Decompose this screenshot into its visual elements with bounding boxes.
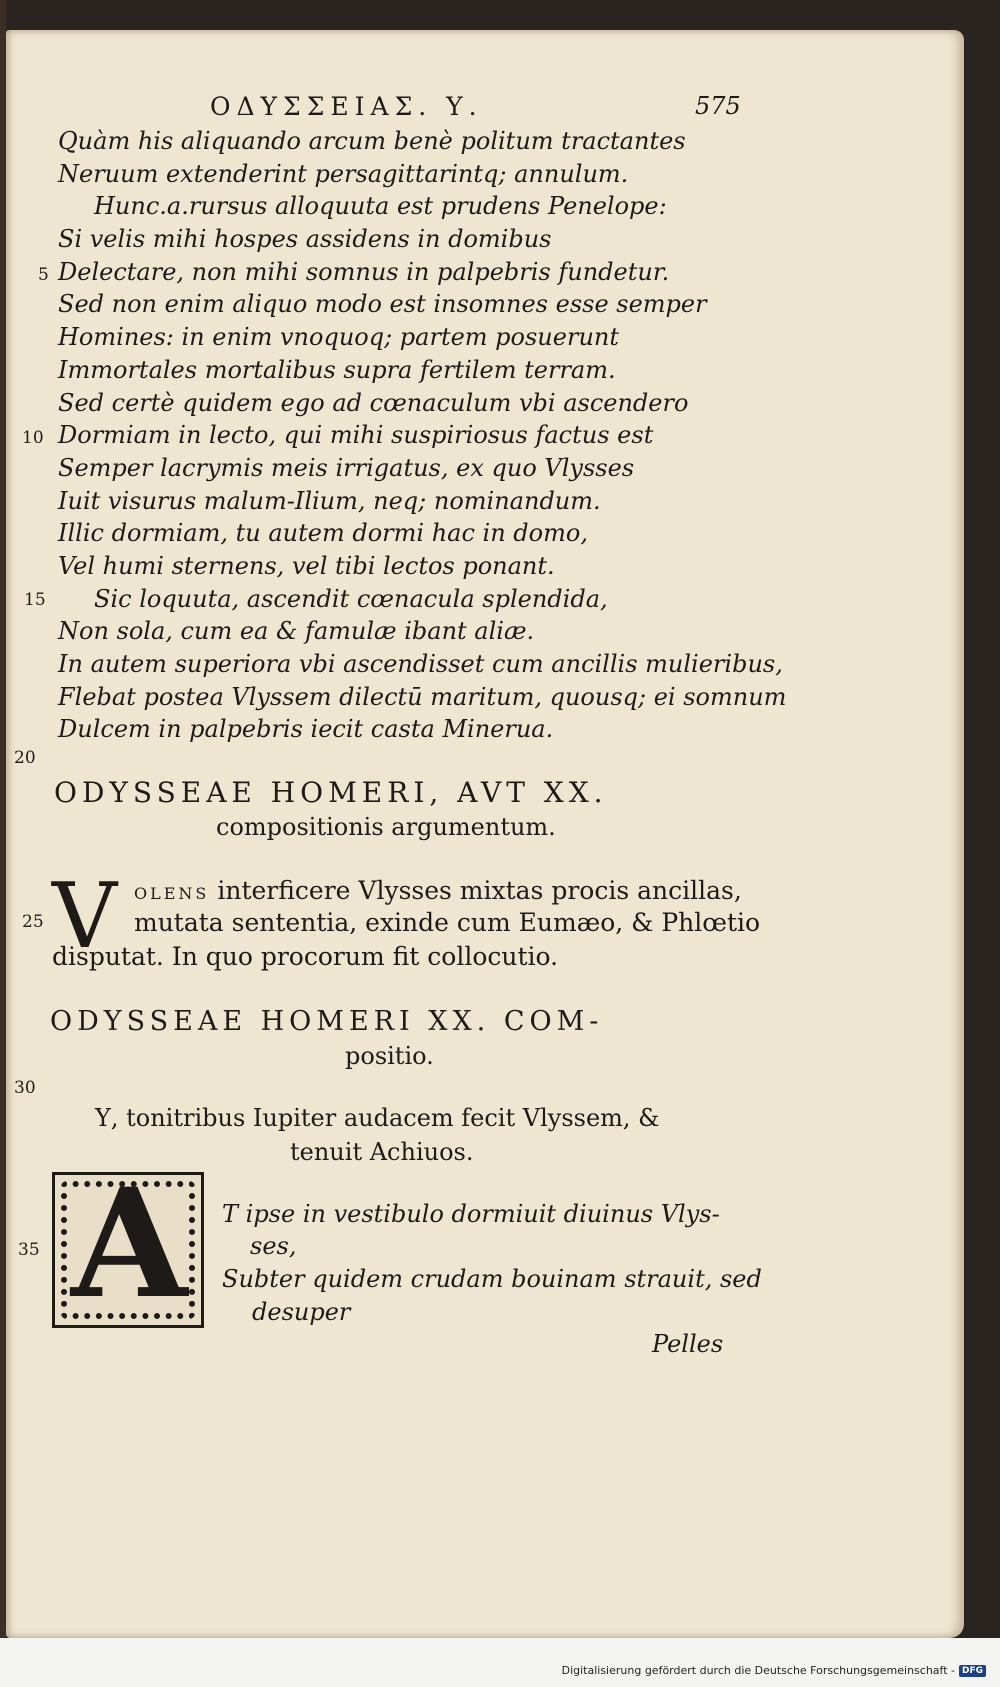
poem-line-1: T ipse in vestibulo dormiuit diuinus Vlys- [222, 1200, 720, 1228]
verse-line: Flebat postea Vlyssem dilectū maritum, quousq; ei somnum [58, 682, 787, 711]
line-number: 25 [22, 912, 44, 932]
footer-text: Digitalisierung gefördert durch die Deutsche Forschungsgemeinschaft - [561, 1664, 955, 1677]
composition-subheading: positio. [345, 1042, 434, 1070]
line-number: 20 [14, 748, 36, 768]
verse-line: Quàm his aliquando arcum benè politum tractantes [58, 127, 686, 155]
argument-line-2: mutata sententia, exinde cum Eumæo, & Phlœtio [134, 908, 761, 937]
verse-line: Dulcem in palpebris iecit casta Minerua. [58, 715, 554, 744]
verse-line: Si velis mihi hospes assidens in domibus [58, 225, 552, 254]
line-number: 10 [22, 428, 44, 448]
page-number: 575 [695, 92, 741, 120]
verse-block [58, 125, 786, 746]
line-number: 5 [38, 265, 49, 285]
catchword: Pelles [652, 1330, 724, 1358]
argument-line-3: disputat. In quo procorum fit collocutio. [52, 942, 559, 971]
verse-line: Iuit visurus malum-Ilium, neq; nominandum. [58, 486, 601, 515]
verse-line: Sic loquuta, ascendit cœnacula splendida, [94, 584, 608, 613]
verse-line: Hunc.a.rursus alloquuta est prudens Penelope: [94, 192, 667, 221]
argument-caps: OLENS [134, 884, 210, 903]
line-number: 30 [14, 1078, 36, 1098]
summary-line-2: tenuit Achiuos. [290, 1138, 474, 1166]
footer [562, 1664, 986, 1677]
footer-strip [0, 1638, 1000, 1687]
verse-line: Neruum extenderint persagittarintq; annulum. [58, 159, 629, 188]
verse-line: Delectare, non mihi somnus in palpebris fundetur. [58, 257, 670, 286]
poem-line-3: Subter quidem crudam bouinam strauit, sed [222, 1265, 762, 1293]
verse-line: Vel humi sternens, vel tibi lectos ponant. [58, 551, 555, 580]
argument-initial: V [52, 864, 117, 969]
argument-heading: ODYSSEAE HOMERI, AVT XX. [54, 776, 608, 809]
verse-line: Homines: in enim vnoquoq; partem posuerunt [58, 323, 619, 352]
verse-line: Non sola, cum ea & famulæ ibant aliæ. [58, 617, 535, 646]
running-head: ΟΔΥΣΣΕΙΑΣ. Υ. [210, 92, 483, 121]
composition-heading: ODYSSEAE HOMERI XX. COM- [50, 1006, 604, 1037]
verse-line: Semper lacrymis meis irrigatus, ex quo Vlysses [58, 453, 635, 482]
argument-subheading: compositionis argumentum. [216, 813, 556, 841]
decorated-initial-letter: A [71, 1172, 188, 1328]
argument-line-1 [134, 876, 742, 905]
line-number: 35 [18, 1240, 40, 1260]
line-number: 15 [24, 590, 46, 610]
verse-line: In autem superiora vbi ascendisset cum ancillis mulieribus, [58, 650, 783, 678]
summary-line-1: Υ, tonitribus Iupiter audacem fecit Vlyssem, & [95, 1104, 660, 1132]
dfg-logo: DFG [959, 1665, 986, 1677]
poem-line-4: desuper [252, 1298, 351, 1326]
verse-line: Illic dormiam, tu autem dormi hac in domo, [58, 519, 588, 548]
argument-text-1: interficere Vlysses mixtas procis ancillas, [217, 876, 742, 905]
verse-line: Immortales mortalibus supra fertilem terram. [58, 355, 616, 384]
poem-line-2: ses, [250, 1232, 297, 1260]
verse-line: Sed non enim aliquo modo est insomnes esse semper [58, 290, 707, 319]
decorated-initial [52, 1172, 204, 1328]
verse-line: Sed certè quidem ego ad cœnaculum vbi ascendero [58, 388, 689, 417]
verse-line: Dormiam in lecto, qui mihi suspiriosus factus est [58, 421, 654, 450]
